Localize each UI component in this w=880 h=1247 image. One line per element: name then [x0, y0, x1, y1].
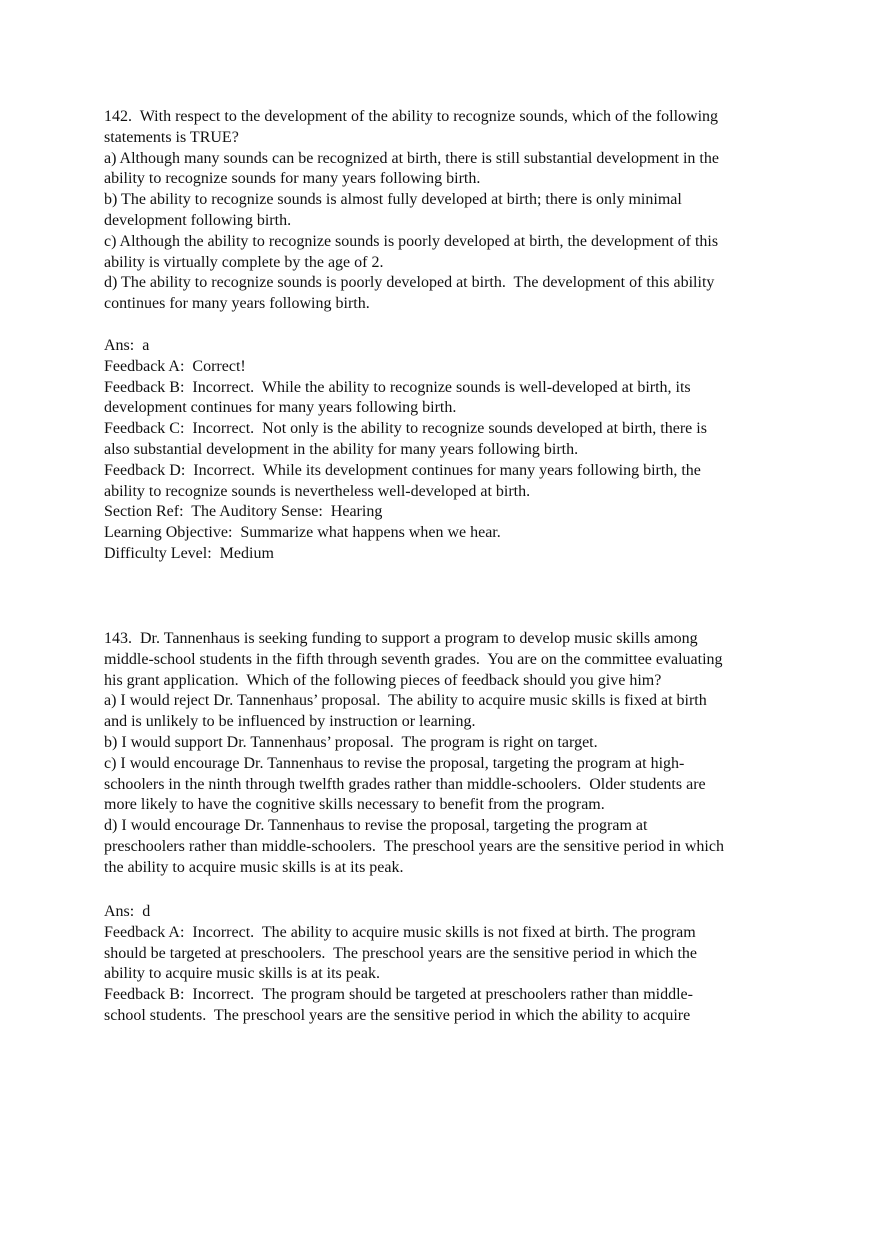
- question-143-answer-feedback: Ans: d Feedback A: Incorrect. The ability to acquire music skills is not fixed at birth. The program should be targeted at preschoolers. The preschool years are the sensitive period in which the ability to acquire music skills is at its peak. Feedback B: Incorrect. The program should be targeted at preschoolers rather than middle- school students. The preschool years are the sensitive period in which the ability to acquire: [104, 903, 697, 1024]
- question-142-answer-feedback: Ans: a Feedback A: Correct! Feedback B: Incorrect. While the ability to recognize sounds is well-developed at birth, its development continues for many years following birth. Feedback C: Incorrect. Not only is the ability to recognize sounds developed at birth, there is also substantial development in the ability for many years following birth. Feedback D: Incorrect. While its development continues for many years following birth, the ability to recognize sounds is nevertheless well-developed at birth. Section Ref: The Auditory Sense: Hearing Learning Objective: Summarize what happens when we hear. Difficulty Level: Medium: [104, 337, 707, 562]
- question-143: 143. Dr. Tannenhaus is seeking funding to support a program to develop music skills among middle-school students in the fifth through seventh grades. You are on the committee evaluating his grant application. Which of the following pieces of feedback should you give him? a) I would reject Dr. Tannenhaus’ proposal. The ability to acquire music skills is fixed at birth and is unlikely to be influenced by instruction or learning. b) I would support Dr. Tannenhaus’ proposal. The program is right on target. c) I would encourage Dr. Tannenhaus to revise the proposal, targeting the program at high- schoolers in the ninth through twelfth grades rather than middle-schoolers. Older students are more likely to have the cognitive skills necessary to benefit from the program. d) I would encourage Dr. Tannenhaus to revise the proposal, targeting the program at preschoolers rather than middle-schoolers. The preschool years are the sensitive period in which the ability to acquire music skills is at its peak.: [104, 630, 724, 876]
- question-142: 142. With respect to the development of the ability to recognize sounds, which of the following statements is TRUE? a) Although many sounds can be recognized at birth, there is still substantial development in the ability to recognize sounds for many years following birth. b) The ability to recognize sounds is almost fully developed at birth; there is only minimal development following birth. c) Although the ability to recognize sounds is poorly developed at birth, the development of this ability is virtually complete by the age of 2. d) The ability to recognize sounds is poorly developed at birth. The development of this ability continues for many years following birth.: [104, 108, 719, 313]
